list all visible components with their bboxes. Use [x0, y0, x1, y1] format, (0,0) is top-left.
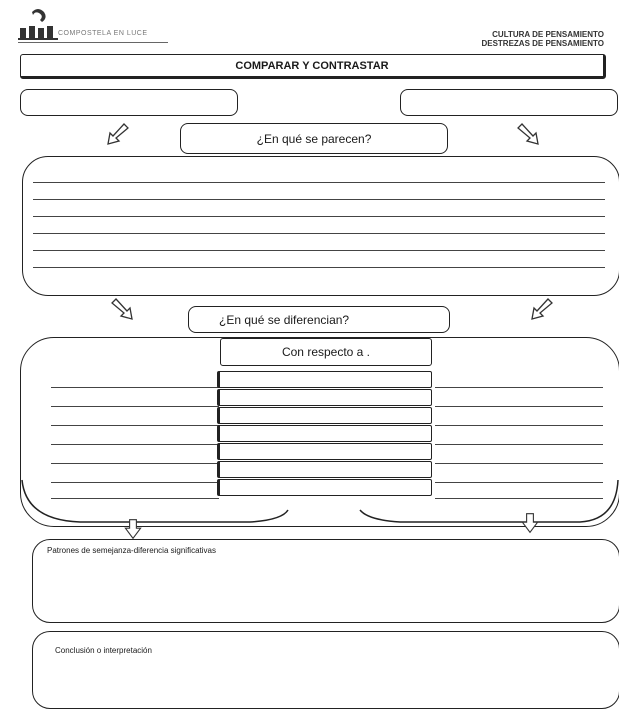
page-title: COMPARAR Y CONTRASTAR [235, 59, 389, 72]
writing-line [33, 216, 605, 217]
writing-line [33, 267, 605, 268]
writing-line [51, 444, 219, 445]
conclusion-label: Conclusión o interpretación [55, 646, 152, 655]
similar-question: ¿En qué se parecen? [256, 131, 372, 146]
writing-line [435, 444, 603, 445]
criterion-field[interactable] [217, 425, 432, 442]
patterns-area[interactable] [32, 539, 619, 623]
header-skills: DESTREZAS DE PENSAMIENTO [481, 39, 604, 48]
logo [18, 8, 168, 48]
criteria-stack [217, 371, 432, 497]
criterion-field[interactable] [217, 479, 432, 496]
writing-line [435, 425, 603, 426]
different-question-box [188, 306, 450, 333]
criterion-field[interactable] [217, 461, 432, 478]
writing-line [51, 425, 219, 426]
header-culture: CULTURA DE PENSAMIENTO [492, 30, 604, 39]
similar-answer-area[interactable] [22, 156, 619, 296]
writing-line [33, 233, 605, 234]
criterion-field[interactable] [217, 443, 432, 460]
item-b-field[interactable] [400, 89, 618, 116]
respect-label: Con respecto a . [281, 345, 371, 359]
down-right-arrow-icon [110, 297, 136, 323]
down-arrow-icon [519, 512, 541, 534]
down-left-arrow-icon [104, 122, 130, 148]
header-right [481, 30, 604, 48]
writing-line [33, 250, 605, 251]
respect-box [220, 338, 432, 366]
page-title-box [20, 54, 606, 79]
logo-text: COMPOSTELA EN LUCE [58, 30, 148, 37]
different-question: ¿En qué se diferencian? [219, 312, 350, 327]
writing-line [51, 406, 219, 407]
criterion-field[interactable] [217, 389, 432, 406]
down-right-arrow-icon [516, 122, 542, 148]
writing-line [33, 199, 605, 200]
item-a-field[interactable] [20, 89, 238, 116]
down-arrow-icon [122, 518, 144, 540]
writing-line [51, 387, 219, 388]
down-left-arrow-icon [528, 297, 554, 323]
similar-question-box [180, 123, 448, 154]
writing-line [51, 463, 219, 464]
conclusion-area[interactable] [32, 631, 619, 709]
writing-line [435, 406, 603, 407]
writing-line [435, 387, 603, 388]
writing-line [435, 463, 603, 464]
criterion-field[interactable] [217, 407, 432, 424]
patterns-label: Patrones de semejanza-diferencia significativas [47, 546, 216, 555]
criterion-field[interactable] [217, 371, 432, 388]
writing-line [33, 182, 605, 183]
